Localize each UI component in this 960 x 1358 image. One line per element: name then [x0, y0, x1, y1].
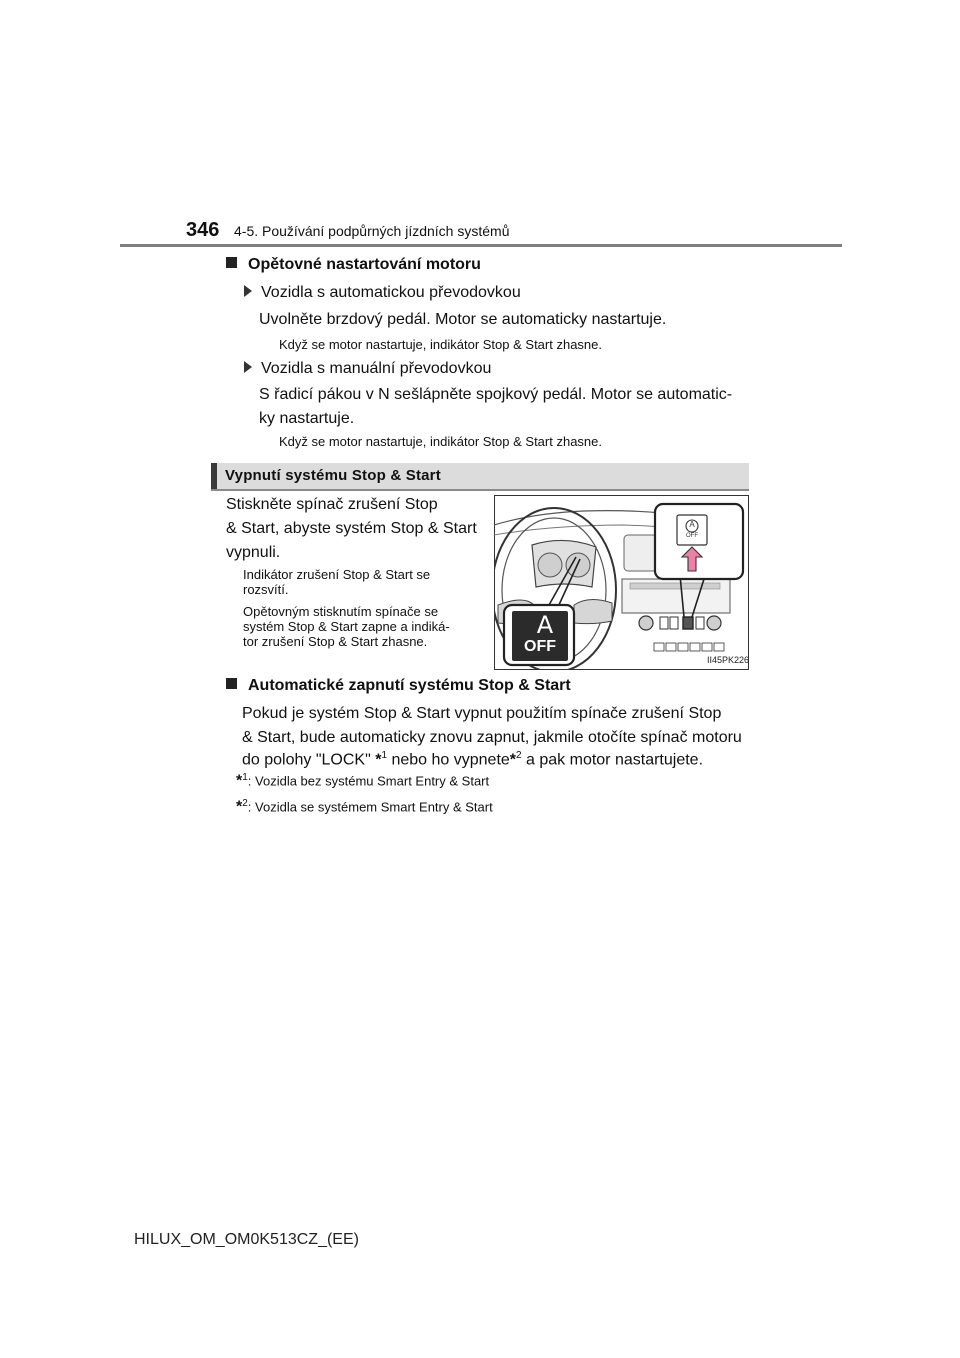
manual-transmission-note: Když se motor nastartuje, indikátor Stop & Start zhasne. — [279, 434, 602, 449]
disable-body-3: vypnuli. — [226, 544, 281, 561]
auto-enable-heading: Automatické zapnutí systému Stop & Start — [226, 677, 571, 695]
auto-enable-line-1: Pokud je systém Stop & Start vypnut použitím spínače zrušení Stop — [242, 705, 722, 722]
disable-body-2: & Start, abyste systém Stop & Start — [226, 520, 477, 537]
restart-heading: Opětovné nastartování motoru — [226, 256, 481, 274]
manual-transmission-heading: Vozidla s manuální převodovkou — [244, 357, 491, 381]
indicator-off-label: OFF — [524, 638, 556, 655]
header-divider — [120, 244, 842, 247]
auto-enable-line-3: do polohy "LOCK" *$^1$ nebo ho vypnete*$^2$ a pak motor nastartujete. — [242, 750, 704, 769]
switch-letter: A — [689, 520, 695, 529]
disable-note-1a: Indikátor zrušení Stop & Start se — [243, 567, 431, 582]
triangle-bullet-icon — [244, 361, 252, 373]
auto-transmission-body: Uvolněte brzdový pedál. Motor se automaticky nastartuje. — [259, 311, 667, 328]
page-number: 346 — [186, 219, 220, 241]
auto-transmission-note: Když se motor nastartuje, indikátor Stop & Start zhasne. — [279, 337, 602, 352]
document-code: HILUX_OM_OM0K513CZ_(EE) — [134, 1231, 359, 1248]
switch-off-label: OFF — [686, 533, 698, 539]
band-accent — [211, 463, 217, 489]
section-title: 4-5. Používání podpůrných jízdních systémů — [234, 223, 510, 239]
disable-section-band — [211, 463, 749, 491]
figure-code: II45PK226 — [707, 655, 750, 665]
disable-note-2c: tor zrušení Stop & Start zhasne. — [243, 634, 428, 649]
footnote-2: *$^2$: Vozidla se systémem Smart Entry & Start — [236, 798, 493, 816]
manual-transmission-body-2: ky nastartuje. — [259, 410, 355, 427]
disable-body-1: Stiskněte spínač zrušení Stop — [226, 496, 438, 513]
disable-section-title: Vypnutí systému Stop & Start — [225, 467, 441, 484]
disable-note-2b: systém Stop & Start zapne a indiká- — [243, 619, 450, 634]
disable-note-2a: Opětovným stisknutím spínače se — [243, 604, 439, 619]
square-bullet-icon — [226, 678, 237, 689]
dashboard-figure — [494, 495, 749, 670]
manual-transmission-body-1: S řadicí pákou v N sešlápněte spojkový pedál. Motor se automatic- — [259, 386, 733, 403]
auto-enable-line-2: & Start, bude automaticky znovu zapnut, jakmile otočíte spínač motoru — [242, 729, 742, 746]
indicator-letter: A — [536, 611, 554, 639]
triangle-bullet-icon — [244, 285, 252, 297]
square-bullet-icon — [226, 257, 237, 268]
auto-transmission-heading: Vozidla s automatickou převodovkou — [244, 281, 521, 305]
footnote-1: *$^1$: Vozidla bez systému Smart Entry & Start — [236, 772, 490, 790]
disable-note-1b: rozsvítí. — [243, 582, 289, 597]
